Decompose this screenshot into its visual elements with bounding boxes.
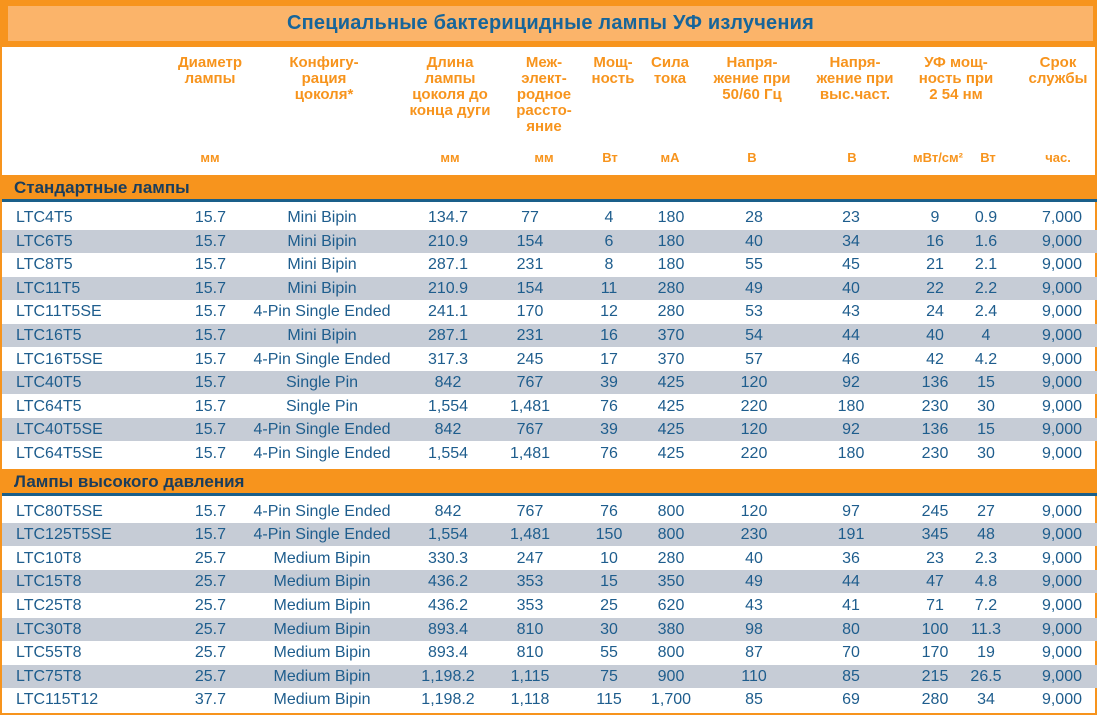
table-cell: 8: [604, 256, 614, 274]
header-length: Длина лампы цоколя до конца дуги: [409, 54, 491, 119]
table-cell: 287.1: [427, 327, 469, 344]
cell-model: LTC55T8: [16, 644, 82, 662]
table-cell: 34: [842, 232, 860, 250]
table-cell: Medium Bipin: [273, 667, 371, 685]
table-cell: Medium Bipin: [273, 691, 371, 709]
table-cell: 71: [926, 597, 944, 614]
table-cell: 15: [977, 421, 995, 439]
table-cell: 17: [600, 350, 618, 368]
table-cell: 55: [600, 644, 618, 662]
table-cell: 9,000: [1041, 327, 1082, 344]
cell-model: LTC30T8: [16, 620, 82, 638]
table-cell: 247: [516, 549, 544, 567]
table-cell: 245: [516, 350, 544, 368]
table-cell: 110: [741, 667, 767, 685]
table-cell: 30: [977, 445, 995, 462]
table-cell: 46: [842, 350, 860, 368]
table-cell: 4: [604, 209, 614, 226]
table-cell: 180: [837, 397, 865, 415]
cell-model: LTC64T5: [16, 397, 82, 415]
table-cell: 767: [516, 502, 544, 520]
header-uv: УФ мощ- ность при 2 54 нм: [918, 54, 994, 103]
table-cell: 425: [657, 421, 685, 439]
table-cell: 34: [977, 691, 995, 709]
table-cell: 210.9: [427, 279, 469, 297]
table-cell: 7,000: [1041, 209, 1082, 226]
table-cell: 191: [837, 526, 865, 544]
table-cell: 180: [837, 445, 865, 462]
table-cell: 11.3: [971, 620, 1001, 638]
table-cell: 230: [921, 445, 949, 462]
cell-model: LTC8T5: [16, 256, 73, 274]
table-cell: 620: [657, 597, 685, 614]
table-cell: 42: [926, 350, 944, 368]
table-cell: 2.4: [974, 303, 998, 321]
unit-uv-watts: Вт: [980, 150, 996, 165]
table-cell: 220: [740, 445, 768, 462]
table-cell: 9,000: [1041, 256, 1082, 274]
table-cell: 280: [657, 303, 685, 321]
header-voltagehf: Напря- жение при выс.част.: [816, 54, 894, 103]
table-cell: 45: [842, 256, 860, 274]
table-cell: 9,000: [1041, 350, 1082, 368]
table-cell: 22: [926, 279, 944, 297]
table-cell: 136: [921, 374, 949, 392]
cell-model: LTC11T5SE: [16, 303, 102, 321]
table-cell: 9,000: [1041, 549, 1082, 567]
table-cell: 15: [977, 374, 995, 392]
header-voltage50: Напря- жение при 50/60 Гц: [713, 54, 791, 103]
table-cell: 115: [596, 691, 622, 709]
table-cell: Medium Bipin: [273, 573, 371, 591]
table-cell: 27: [977, 502, 995, 520]
table-cell: 370: [657, 350, 685, 368]
table-cell: 0.9: [974, 209, 998, 226]
unit-diameter: мм: [200, 150, 220, 165]
table-cell: 15.7: [194, 279, 226, 297]
table-title: Специальные бактерицидные лампы УФ излучения: [286, 12, 814, 34]
table-cell: 767: [516, 374, 544, 392]
table-cell: 842: [434, 502, 462, 520]
table-cell: 19: [977, 644, 995, 662]
table-cell: 26.5: [970, 667, 1002, 685]
table-cell: 37.7: [194, 691, 226, 709]
table-cell: 98: [745, 620, 763, 638]
table-cell: 54: [745, 327, 763, 344]
table-cell: 9,000: [1041, 526, 1082, 544]
cell-model: LTC15T8: [16, 573, 82, 591]
table-cell: 28: [745, 209, 763, 226]
table-cell: Mini Bipin: [287, 256, 357, 274]
table-cell: 425: [657, 374, 685, 392]
table-cell: 170: [516, 303, 544, 321]
table-cell: Medium Bipin: [273, 620, 371, 638]
table-row: [2, 253, 1097, 276]
unit-electrode: мм: [534, 150, 554, 165]
table-cell: 25.7: [194, 620, 226, 638]
table-cell: 76: [600, 502, 618, 520]
table-cell: 36: [842, 549, 860, 567]
table-cell: Mini Bipin: [287, 232, 357, 250]
table-cell: 15.7: [194, 502, 226, 520]
table-cell: 85: [745, 691, 763, 709]
table-cell: 134.7: [427, 209, 469, 226]
table-cell: 15.7: [194, 445, 226, 462]
table-cell: 280: [657, 279, 685, 297]
cell-model: LTC6T5: [16, 232, 73, 250]
table-cell: 9,000: [1041, 691, 1082, 709]
table-cell: 23: [926, 549, 944, 567]
table-cell: 23: [842, 209, 860, 226]
title-bar: [2, 0, 1097, 47]
table-cell: 220: [740, 397, 768, 415]
table-cell: 15.7: [194, 232, 226, 250]
table-cell: 11: [600, 279, 618, 297]
table-cell: 287.1: [427, 256, 469, 274]
header-electrode: Меж- элект- родное рассто- яние: [516, 54, 572, 135]
cell-model: LTC16T5SE: [16, 350, 103, 368]
cell-model: LTC125T5SE: [16, 526, 112, 544]
cell-model: LTC80T5SE: [16, 502, 103, 520]
table-cell: 15.7: [194, 303, 226, 321]
table-cell: 425: [657, 445, 685, 462]
table-cell: 9,000: [1041, 620, 1082, 638]
cell-model: LTC64T5SE: [16, 445, 103, 462]
header-power: Мощ- ность: [591, 54, 635, 87]
table-cell: Medium Bipin: [273, 644, 371, 662]
cell-model: LTC11T5: [16, 279, 81, 297]
table-cell: 893.4: [427, 620, 469, 638]
table-row: [2, 371, 1097, 394]
table-cell: 4-Pin Single Ended: [253, 303, 391, 321]
table-cell: 55: [745, 256, 763, 274]
table-cell: 44: [842, 573, 860, 591]
table-cell: 2.3: [974, 549, 998, 567]
table-cell: 40: [926, 327, 944, 344]
unit-uv: мВт/см²: [913, 150, 963, 165]
table-cell: 1,700: [650, 691, 692, 709]
table-cell: 1,115: [510, 667, 550, 685]
table-cell: 24: [926, 303, 944, 321]
table-cell: 12: [600, 303, 618, 321]
table-cell: 80: [842, 620, 860, 638]
table-cell: 150: [595, 526, 623, 544]
cell-model: LTC115T12: [16, 691, 99, 709]
table-cell: 230: [921, 397, 949, 415]
table-cell: 154: [516, 279, 544, 297]
table-cell: 85: [842, 667, 860, 685]
table-cell: 436.2: [427, 573, 469, 591]
table-cell: 9,000: [1041, 502, 1082, 520]
table-cell: 47: [926, 573, 944, 591]
table-cell: 9,000: [1041, 374, 1082, 392]
unit-voltagehf: В: [847, 150, 857, 165]
table-cell: 25.7: [194, 549, 226, 567]
table-cell: 48: [977, 526, 995, 544]
table-cell: 842: [434, 421, 462, 439]
table-cell: 1.6: [974, 232, 998, 250]
cell-model: LTC40T5SE: [16, 421, 103, 439]
table-cell: 9,000: [1041, 232, 1082, 250]
table-cell: 87: [745, 644, 763, 662]
table-cell: 15.7: [194, 397, 226, 415]
table-cell: Mini Bipin: [287, 279, 357, 297]
table-cell: 9: [930, 209, 940, 226]
table-cell: 154: [516, 232, 544, 250]
table-cell: 1,554: [427, 397, 469, 415]
table-cell: 53: [745, 303, 763, 321]
table-cell: 25.7: [194, 573, 226, 591]
table-cell: 97: [842, 502, 860, 520]
table-cell: 69: [842, 691, 860, 709]
table-row: [2, 395, 1097, 418]
table-cell: 380: [657, 620, 685, 638]
table-cell: 40: [745, 232, 763, 250]
table-cell: 4-Pin Single Ended: [253, 526, 391, 544]
section-title: Лампы высокого давления: [14, 471, 245, 491]
table-cell: 40: [842, 279, 860, 297]
table-cell: 15.7: [194, 327, 226, 344]
table-cell: 40: [745, 549, 763, 567]
unit-current: мА: [660, 150, 680, 165]
table-cell: 280: [657, 549, 685, 567]
table-cell: 43: [842, 303, 860, 321]
section-header: [2, 175, 1097, 202]
table-cell: 425: [657, 397, 685, 415]
table-row: [2, 523, 1097, 546]
table-cell: 180: [657, 256, 685, 274]
table-cell: 800: [657, 526, 685, 544]
header-base: Конфигу- рация цоколя*: [289, 54, 359, 103]
table-cell: 230: [740, 526, 768, 544]
table-row: [2, 688, 1097, 711]
table-cell: 25.7: [194, 597, 226, 614]
table-cell: 7.2: [974, 597, 998, 614]
table-row: [2, 300, 1097, 323]
table-cell: 76: [600, 397, 618, 415]
table-cell: 893.4: [427, 644, 469, 662]
table-cell: 15.7: [194, 526, 226, 544]
table-cell: 49: [745, 279, 763, 297]
table-cell: 1,198.2: [421, 691, 475, 709]
table-cell: 215: [921, 667, 949, 685]
table-cell: Medium Bipin: [273, 549, 371, 567]
table-cell: 350: [657, 573, 685, 591]
table-row: [2, 348, 1097, 371]
table-cell: 353: [516, 597, 544, 614]
table-cell: 317.3: [427, 350, 469, 368]
table-cell: 9,000: [1041, 573, 1082, 591]
table-cell: 2.2: [974, 279, 998, 297]
table-cell: 1,554: [427, 526, 469, 544]
table-cell: 4.8: [974, 573, 998, 591]
table-row: [2, 324, 1097, 347]
unit-length: мм: [440, 150, 460, 165]
cell-model: LTC75T8: [16, 667, 82, 685]
cell-model: LTC10T8: [16, 549, 82, 567]
table-cell: Mini Bipin: [287, 209, 357, 226]
table-row: [2, 206, 1097, 229]
table-cell: 1,554: [427, 445, 469, 462]
table-cell: 120: [740, 421, 768, 439]
table-cell: 767: [516, 421, 544, 439]
table-cell: 15.7: [194, 350, 226, 368]
table-row: [2, 277, 1097, 300]
table-cell: 800: [657, 644, 685, 662]
table-cell: 4-Pin Single Ended: [253, 445, 391, 462]
table-cell: 4-Pin Single Ended: [253, 350, 391, 368]
table-cell: 330.3: [427, 549, 469, 567]
table-cell: 800: [657, 502, 685, 520]
table-cell: 16: [600, 327, 618, 344]
table-cell: 231: [516, 256, 544, 274]
table-cell: 92: [842, 421, 860, 439]
table-cell: 370: [657, 327, 685, 344]
table-cell: 9,000: [1041, 597, 1082, 614]
header-life: Срок службы: [1028, 54, 1088, 87]
table-cell: 9,000: [1041, 445, 1082, 462]
table-cell: 810: [516, 644, 544, 662]
table-cell: 180: [657, 232, 685, 250]
section-header: [2, 469, 1097, 496]
table-cell: 43: [745, 597, 763, 614]
table-cell: Medium Bipin: [273, 597, 371, 614]
table-cell: 120: [740, 502, 768, 520]
table-cell: 810: [516, 620, 544, 638]
table-cell: 41: [842, 597, 860, 614]
table-cell: 9,000: [1041, 397, 1082, 415]
section-title: Стандартные лампы: [14, 178, 190, 197]
table-cell: 9,000: [1041, 421, 1082, 439]
table-row: [2, 442, 1097, 465]
table-cell: Single Pin: [285, 397, 359, 415]
table-cell: 170: [921, 644, 949, 662]
table-cell: 15.7: [194, 374, 226, 392]
table-cell: 30: [600, 620, 618, 638]
table-cell: 180: [657, 209, 685, 226]
table-cell: 210.9: [427, 232, 469, 250]
table-cell: 245: [921, 502, 949, 520]
table-cell: 231: [516, 327, 544, 344]
table-cell: 57: [745, 350, 763, 368]
header-current: Сила тока: [651, 54, 689, 87]
cell-model: LTC4T5: [16, 209, 73, 226]
table-cell: 9,000: [1041, 644, 1082, 662]
table-cell: 10: [600, 549, 618, 567]
table-cell: 25.7: [194, 667, 226, 685]
cell-model: LTC40T5: [16, 374, 82, 392]
table-cell: 15: [600, 573, 618, 591]
cell-model: LTC16T5: [16, 327, 82, 344]
table-cell: 6: [604, 232, 614, 250]
table-cell: 120: [740, 374, 768, 392]
table-cell: Mini Bipin: [287, 327, 357, 344]
table-cell: 77: [521, 209, 539, 226]
table-row: [2, 418, 1097, 441]
table-cell: 241.1: [427, 303, 469, 321]
table-cell: 15.7: [194, 421, 226, 439]
table-cell: 345: [921, 526, 949, 544]
table-cell: 1,118: [510, 691, 550, 709]
table-cell: 25: [600, 597, 618, 614]
table-cell: 39: [600, 374, 618, 392]
table-cell: 9,000: [1041, 303, 1082, 321]
table-row: [2, 594, 1097, 617]
table-cell: 49: [745, 573, 763, 591]
table-cell: 76: [600, 445, 618, 462]
cell-model: LTC25T8: [16, 597, 82, 614]
table-cell: 15.7: [194, 256, 226, 274]
table-cell: 75: [600, 667, 618, 685]
table-cell: 9,000: [1041, 279, 1082, 297]
table-row: [2, 665, 1097, 688]
table-row: [2, 641, 1097, 664]
unit-power: Вт: [602, 150, 618, 165]
table-cell: 136: [921, 421, 949, 439]
unit-life: час.: [1045, 150, 1071, 165]
table-cell: 39: [600, 421, 618, 439]
table-row: [2, 500, 1097, 523]
table-row: [2, 618, 1097, 641]
table-cell: 21: [926, 256, 944, 274]
table-cell: 900: [657, 667, 685, 685]
table-cell: 25.7: [194, 644, 226, 662]
table-cell: 436.2: [427, 597, 469, 614]
table-cell: 30: [977, 397, 995, 415]
table-cell: 2.1: [974, 256, 998, 274]
table-cell: 4-Pin Single Ended: [253, 421, 391, 439]
table-cell: 1,198.2: [421, 667, 475, 685]
table-cell: 1,481: [509, 445, 551, 462]
table-cell: 4.2: [974, 350, 998, 368]
table-cell: 4: [981, 327, 991, 344]
header-diameter: Диаметр лампы: [178, 54, 242, 87]
table-row: [2, 547, 1097, 570]
table-cell: 92: [842, 374, 860, 392]
table-cell: 1,481: [509, 526, 551, 544]
table-row: [2, 570, 1097, 593]
table-cell: 4-Pin Single Ended: [253, 502, 391, 520]
table-row: [2, 230, 1097, 253]
table-cell: 100: [921, 620, 949, 638]
table-cell: Single Pin: [285, 374, 359, 392]
table-cell: 15.7: [194, 209, 226, 226]
table-cell: 1,481: [509, 397, 551, 415]
table-cell: 353: [516, 573, 544, 591]
unit-voltage50: В: [747, 150, 757, 165]
table-cell: 9,000: [1041, 667, 1082, 685]
table-cell: 280: [921, 691, 949, 709]
table-cell: 842: [434, 374, 462, 392]
table-cell: 44: [842, 327, 860, 344]
table-cell: 16: [926, 232, 944, 250]
table-cell: 70: [842, 644, 860, 662]
